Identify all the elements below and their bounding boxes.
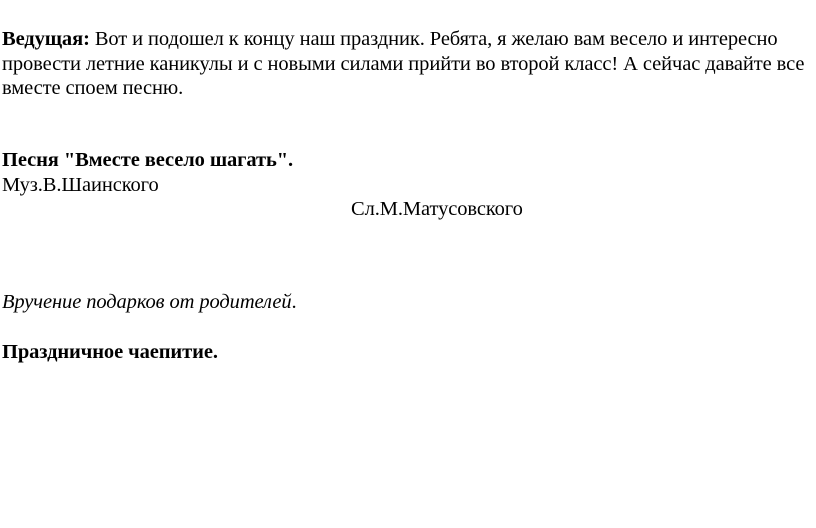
gifts-text: Вручение подарков от родителей xyxy=(2,291,292,313)
music-credit: Муз.В.Шаинского xyxy=(2,174,159,196)
tea-party-line: Праздничное чаепитие. xyxy=(2,341,218,363)
speaker-label: Ведущая: xyxy=(2,28,90,50)
song-title: Песня "Вместе весело шагать". xyxy=(2,149,294,171)
intro-text: Вот и подошел к концу наш праздник. Ребята, я желаю вам весело и интересно провести летние каникулы и с новыми силами прийти во второй класс! А сейчас давайте все вместе споем песню. xyxy=(2,28,805,99)
gifts-line xyxy=(2,290,297,315)
lyrics-credit: Сл.М.Матусовского xyxy=(351,198,523,220)
intro-paragraph xyxy=(2,27,810,101)
gifts-period: . xyxy=(291,291,297,313)
